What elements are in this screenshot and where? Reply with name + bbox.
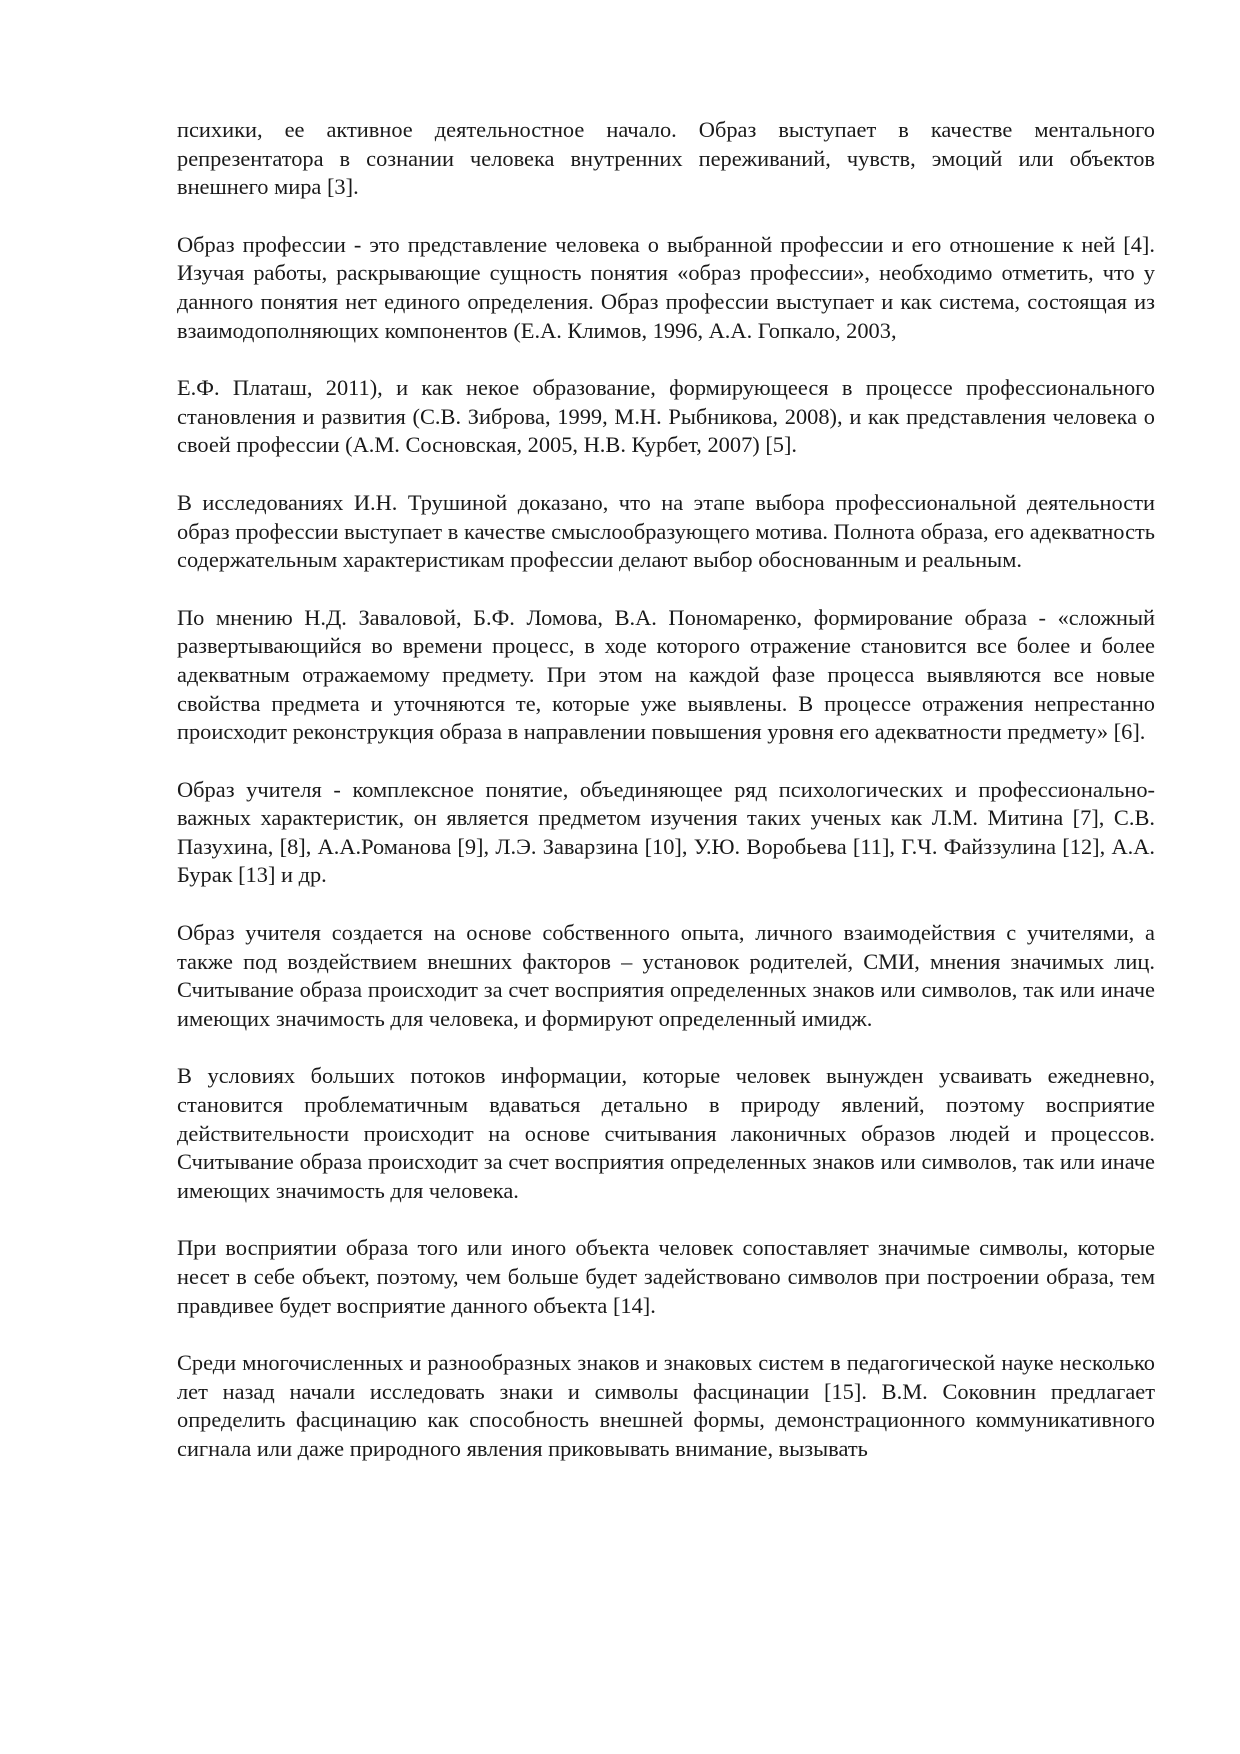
paragraph-7: Образ учителя создается на основе собственного опыта, личного взаимодействия с учителями, а также под воздействием внешних факторов – установок родителей, СМИ, мнения значимых лиц. Считывание образа происходит за счет восприятия определенных знаков или символов, так или иначе имеющих значимость для человека, и формируют определенный имидж. — [177, 920, 1155, 1031]
paragraph-8: В условиях больших потоков информации, которые человек вынужден усваивать ежедневно, становится проблематичным вдаваться детально в природу явлений, поэтому восприятие действительности происходит на основе считывания лаконичных образов людей и процессов. Считывание образа происходит за счет восприятия определенных знаков или символов, так или иначе имеющих значимость для человека. — [177, 1063, 1155, 1203]
paragraph-2: Образ профессии - это представление человека о выбранной профессии и его отношение к ней [4]. Изучая работы, раскрывающие сущность понятия «образ профессии», необходимо отметить, что у данного понятия нет единого определения. Образ профессии выступает и как система, состоящая из взаимодополняющих компонентов (Е.А. Климов, 1996, А.А. Гопкало, 2003, — [177, 231, 1155, 343]
paragraph-5: По мнению Н.Д. Заваловой, Б.Ф. Ломова, В.А. Пономаренко, формирование образа - «сложный развертывающийся во времени процесс, в ходе которого отражение становится все более и более адекватным отражаемому предмету. При этом на каждой фазе процесса выявляются все новые свойства предмета и уточняются те, которые уже выявлены. В процессе отражения непрестанно происходит реконструкция образа в направлении повышения уровня его адекватности предмету» [6]. — [177, 604, 1155, 745]
paragraph-6: Образ учителя - комплексное понятие, объединяющее ряд психологических и профессионально-важных характеристик, он является предметом изучения таких ученых как Л.М. Митина [7], С.В. Пазухина, [8], А.А.Романова [9], Л.Э. Заварзина [10], У.Ю. Воробьева [11], Г.Ч. Файззулина [12], А.А. Бурак [13] и др. — [177, 776, 1155, 888]
paragraph-4: В исследованиях И.Н. Трушиной доказано, что на этапе выбора профессиональной деятельности образ профессии выступает в качестве смыслообразующего мотива. Полнота образа, его адекватность содержательным характеристикам профессии делают выбор обоснованным и реальным. — [177, 489, 1155, 573]
paragraph-9: При восприятии образа того или иного объекта человек сопоставляет значимые символы, которые несет в себе объект, поэтому, чем больше будет задействовано символов при построении образа, тем правдивее будет восприятие данного объекта [14]. — [177, 1235, 1155, 1318]
paragraph-3: Е.Ф. Платаш, 2011), и как некое образование, формирующееся в процессе профессионального становления и развития (С.В. Зиброва, 1999, М.Н. Рыбникова, 2008), и как представления человека о своей профессии (А.М. Сосновская, 2005, Н.В. Курбет, 2007) [5]. — [177, 375, 1155, 458]
paragraph-10: Среди многочисленных и разнообразных знаков и знаковых систем в педагогической науке несколько лет назад начали исследовать знаки и символы фасцинации [15]. В.М. Соковнин предлагает определить фасцинацию как способность внешней формы, демонстрационного коммуникативного сигнала или даже природного явления приковывать внимание, вызывать — [177, 1350, 1155, 1461]
paragraph-1: психики, ее активное деятельностное начало. Образ выступает в качестве ментального репрезентатора в сознании человека внутренних переживаний, чувств, эмоций или объектов внешнего мира [3]. — [177, 117, 1155, 200]
document-body — [177, 116, 1155, 1493]
